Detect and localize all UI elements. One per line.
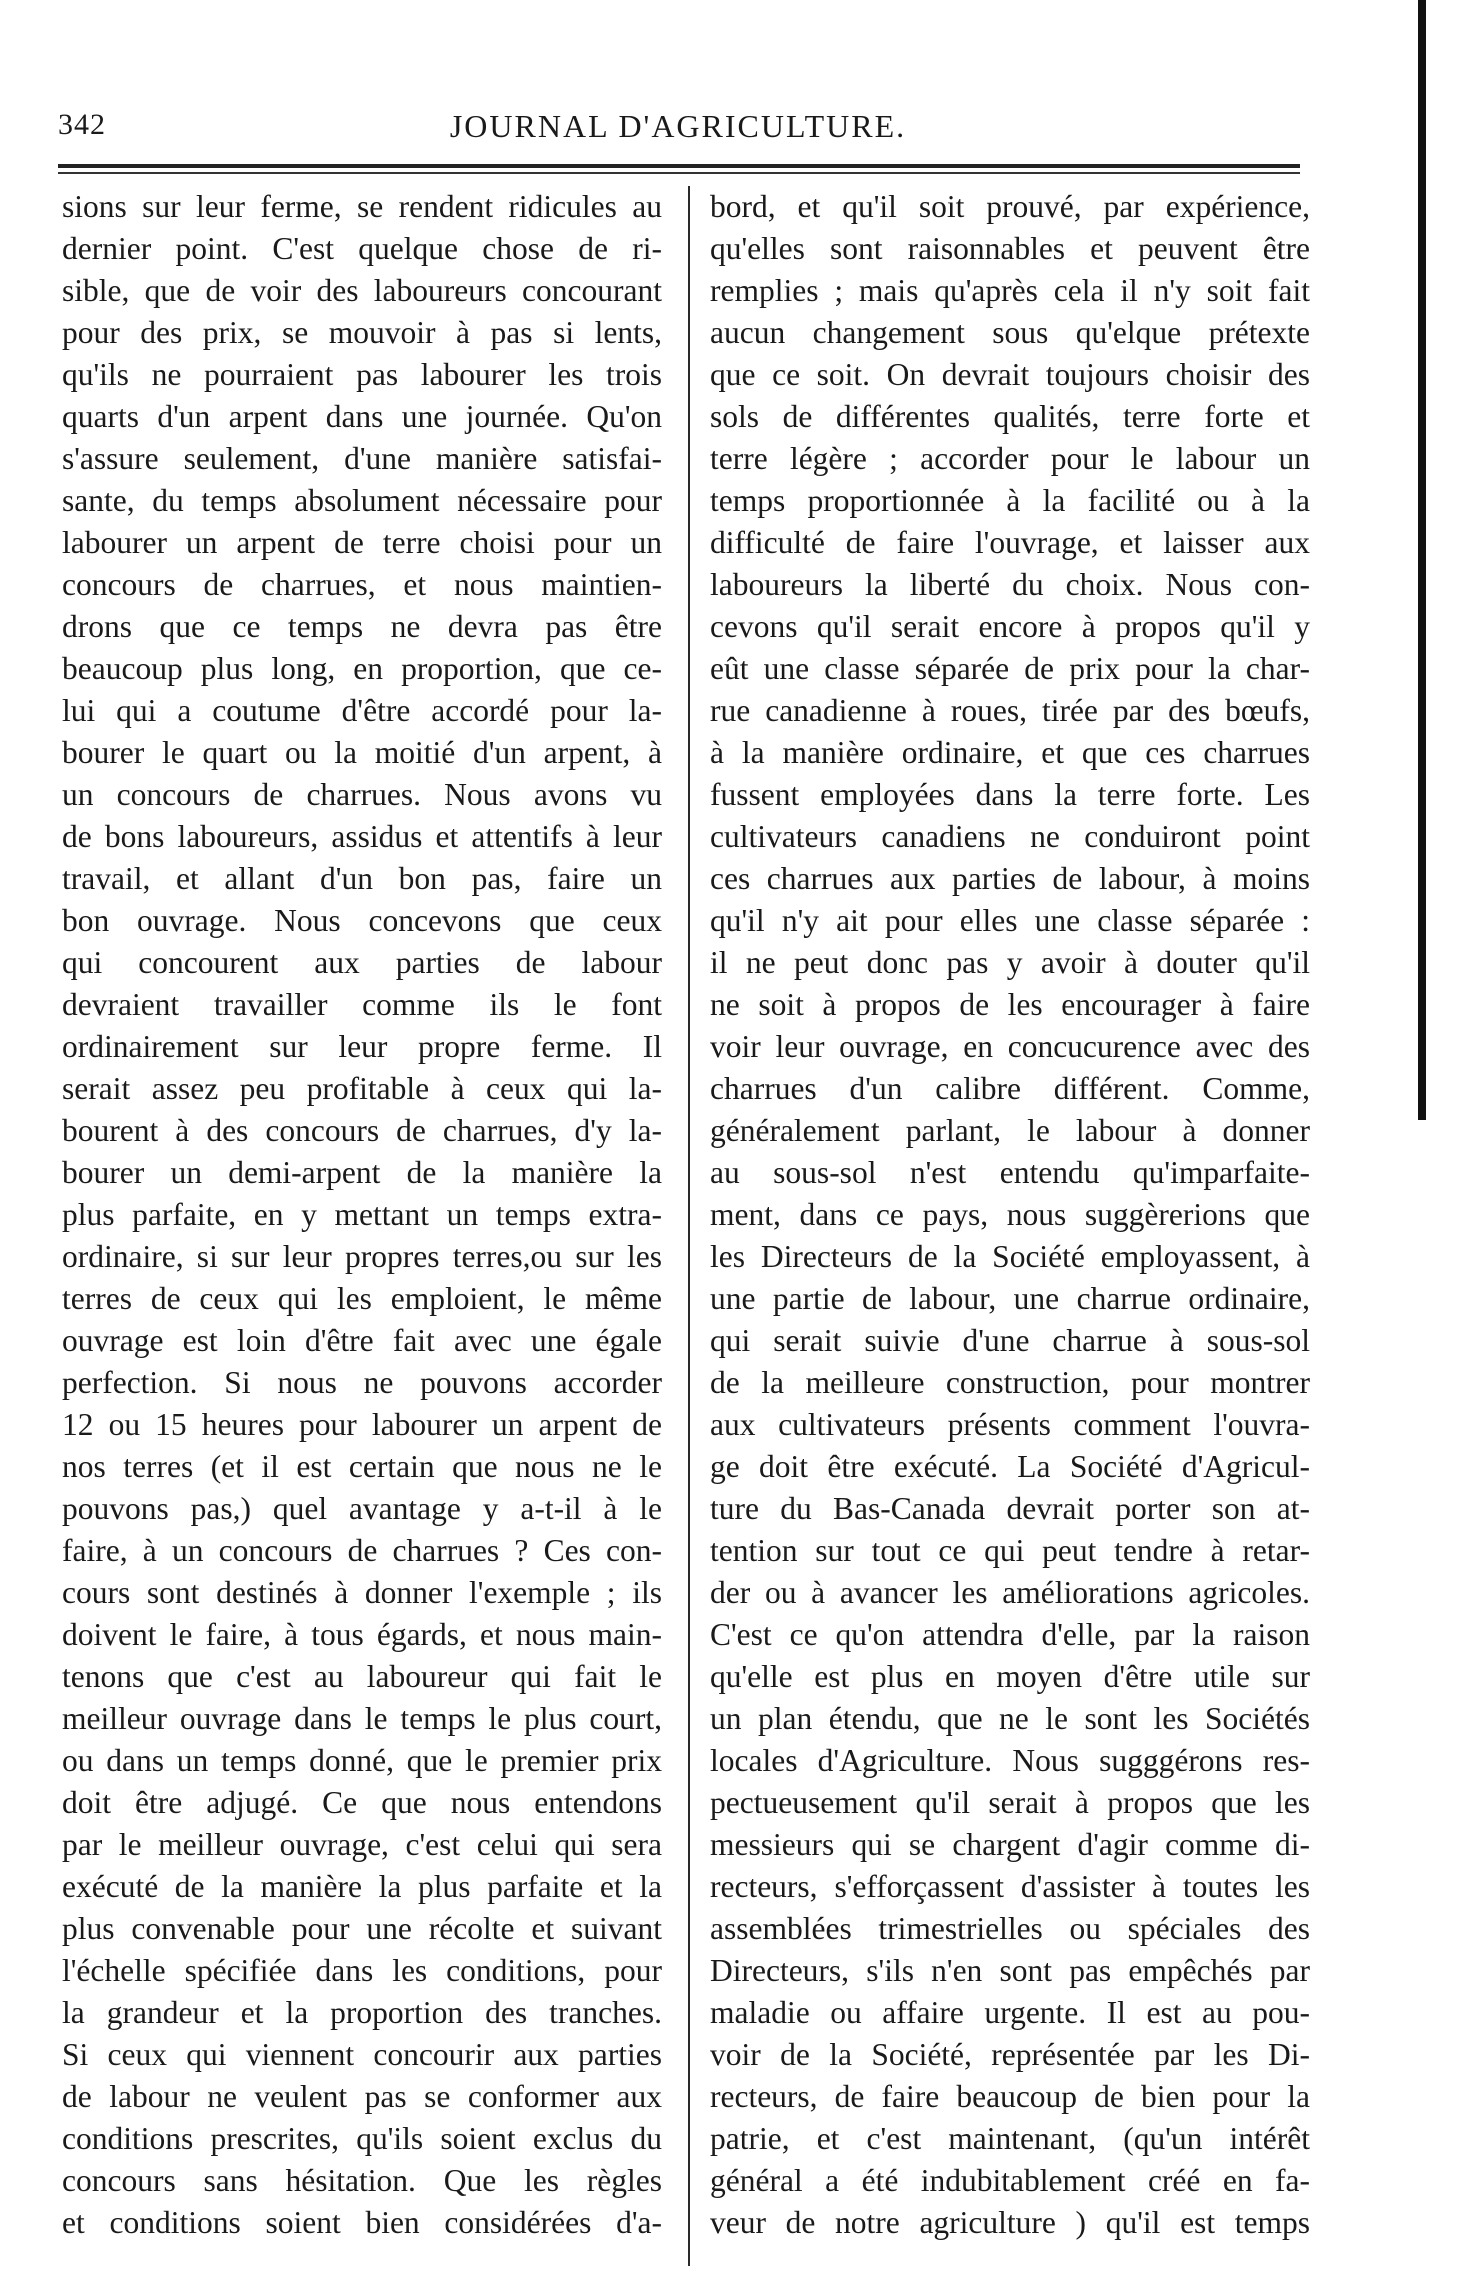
text-line: exécuté de la manière la plus parfaite et la bbox=[62, 1869, 662, 1904]
text-line: qui serait suivie d'une charrue à sous-sol bbox=[710, 1323, 1310, 1358]
text-line: ces charrues aux parties de labour, à moins bbox=[710, 861, 1310, 896]
text-line: devraient travailler comme ils le font bbox=[62, 987, 662, 1022]
text-line: rue canadienne à roues, tirée par des bœufs, bbox=[710, 693, 1310, 728]
text-line: bord, et qu'il soit prouvé, par expérience, bbox=[710, 189, 1310, 224]
text-line: bon ouvrage. Nous concevons que ceux bbox=[62, 903, 662, 938]
text-line: que ce soit. On devrait toujours choisir des bbox=[710, 357, 1310, 392]
text-line: fussent employées dans la terre forte. Les bbox=[710, 777, 1310, 812]
text-line: qu'elle est plus en moyen d'être utile sur bbox=[710, 1659, 1310, 1694]
text-line: sols de différentes qualités, terre forte et bbox=[710, 399, 1310, 434]
text-line: ou dans un temps donné, que le premier prix bbox=[62, 1743, 662, 1778]
text-line: serait assez peu profitable à ceux qui la- bbox=[62, 1071, 662, 1106]
text-line: à la manière ordinaire, et que ces charrues bbox=[710, 735, 1310, 770]
text-line: recteurs, de faire beaucoup de bien pour la bbox=[710, 2079, 1310, 2114]
text-line: cultivateurs canadiens ne conduiront point bbox=[710, 819, 1310, 854]
text-line: conditions prescrites, qu'ils soient exclus du bbox=[62, 2121, 662, 2156]
text-line: aux cultivateurs présents comment l'ouvra- bbox=[710, 1407, 1310, 1442]
text-line: pouvons pas,) quel avantage y a-t-il à le bbox=[62, 1491, 662, 1526]
running-title: JOURNAL D'AGRICULTURE. bbox=[449, 108, 907, 144]
text-line: ture du Bas-Canada devrait porter son at- bbox=[710, 1491, 1310, 1526]
text-line: eût une classe séparée de prix pour la char- bbox=[710, 651, 1310, 686]
text-line: une partie de labour, une charrue ordinaire, bbox=[710, 1281, 1310, 1316]
text-line: tention sur tout ce qui peut tendre à retar- bbox=[710, 1533, 1310, 1568]
text-line: 12 ou 15 heures pour labourer un arpent de bbox=[62, 1407, 662, 1442]
text-line: qu'il n'y ait pour elles une classe séparée : bbox=[710, 903, 1310, 938]
text-line: doivent le faire, à tous égards, et nous main- bbox=[62, 1617, 662, 1652]
text-line: de bons laboureurs, assidus et attentifs à leur bbox=[62, 819, 662, 854]
text-line: plus convenable pour une récolte et suivant bbox=[62, 1911, 662, 1946]
text-line: maladie ou affaire urgente. Il est au pou- bbox=[710, 1995, 1310, 2030]
page-header bbox=[58, 108, 1298, 148]
text-line: quarts d'un arpent dans une journée. Qu'on bbox=[62, 399, 662, 434]
text-line: ouvrage est loin d'être fait avec une égale bbox=[62, 1323, 662, 1358]
text-line: l'échelle spécifiée dans les conditions, pour bbox=[62, 1953, 662, 1988]
column-divider bbox=[688, 186, 690, 2266]
text-line: terres de ceux qui les emploient, le même bbox=[62, 1281, 662, 1316]
text-line: messieurs qui se chargent d'agir comme di- bbox=[710, 1827, 1310, 1862]
text-line: doit être adjugé. Ce que nous entendons bbox=[62, 1785, 662, 1820]
text-line: difficulté de faire l'ouvrage, et laisser aux bbox=[710, 525, 1310, 560]
text-line: la grandeur et la proportion des tranches. bbox=[62, 1995, 662, 2030]
text-line: Directeurs, s'ils n'en sont pas empêchés par bbox=[710, 1953, 1310, 1988]
text-line: patrie, et c'est maintenant, (qu'un intérêt bbox=[710, 2121, 1310, 2156]
text-line: meilleur ouvrage dans le temps le plus court, bbox=[62, 1701, 662, 1736]
text-line: cours sont destinés à donner l'exemple ; ils bbox=[62, 1575, 662, 1610]
text-line: cevons qu'il serait encore à propos qu'il y bbox=[710, 609, 1310, 644]
text-line: pectueusement qu'il serait à propos que les bbox=[710, 1785, 1310, 1820]
text-line: bourent à des concours de charrues, d'y la- bbox=[62, 1113, 662, 1148]
text-line: voir de la Société, représentée par les Di- bbox=[710, 2037, 1310, 2072]
text-line: assemblées trimestrielles ou spéciales des bbox=[710, 1911, 1310, 1946]
text-line: au sous-sol n'est entendu qu'imparfaite- bbox=[710, 1155, 1310, 1190]
text-line: aucun changement sous qu'elque prétexte bbox=[710, 315, 1310, 350]
text-line: sions sur leur ferme, se rendent ridicules au bbox=[62, 189, 662, 224]
text-line: bourer le quart ou la moitié d'un arpent, à bbox=[62, 735, 662, 770]
text-line: plus parfaite, en y mettant un temps extra- bbox=[62, 1197, 662, 1232]
text-line: qui concourent aux parties de labour bbox=[62, 945, 662, 980]
text-line: et conditions soient bien considérées d'a- bbox=[62, 2205, 662, 2240]
text-line: beaucoup plus long, en proportion, que ce- bbox=[62, 651, 662, 686]
text-line: il ne peut donc pas y avoir à douter qu'il bbox=[710, 945, 1310, 980]
text-line: locales d'Agriculture. Nous sugggérons res- bbox=[710, 1743, 1310, 1778]
text-line: un plan étendu, que ne le sont les Sociétés bbox=[710, 1701, 1310, 1736]
text-line: généralement parlant, le labour à donner bbox=[710, 1113, 1310, 1148]
text-line: voir leur ouvrage, en concucurence avec des bbox=[710, 1029, 1310, 1064]
text-line: général a été indubitablement créé en fa- bbox=[710, 2163, 1310, 2198]
text-line: remplies ; mais qu'après cela il n'y soit fait bbox=[710, 273, 1310, 308]
text-line: travail, et allant d'un bon pas, faire un bbox=[62, 861, 662, 896]
text-line: der ou à avancer les améliorations agricoles. bbox=[710, 1575, 1310, 1610]
text-line: bourer un demi-arpent de la manière la bbox=[62, 1155, 662, 1190]
text-line: Si ceux qui viennent concourir aux parties bbox=[62, 2037, 662, 2072]
text-line: ordinairement sur leur propre ferme. Il bbox=[62, 1029, 662, 1064]
text-line: ordinaire, si sur leur propres terres,ou sur les bbox=[62, 1239, 662, 1274]
text-line: nos terres (et il est certain que nous ne le bbox=[62, 1449, 662, 1484]
text-line: terre légère ; accorder pour le labour un bbox=[710, 441, 1310, 476]
text-line: tenons que c'est au laboureur qui fait le bbox=[62, 1659, 662, 1694]
right-text-column bbox=[710, 186, 1310, 2244]
scan-edge-shadow bbox=[1418, 0, 1426, 1120]
text-line: par le meilleur ouvrage, c'est celui qui sera bbox=[62, 1827, 662, 1862]
text-line: recteurs, s'efforçassent d'assister à toutes les bbox=[710, 1869, 1310, 1904]
text-line: qu'elles sont raisonnables et peuvent être bbox=[710, 231, 1310, 266]
text-line: de la meilleure construction, pour montrer bbox=[710, 1365, 1310, 1400]
text-line: ne soit à propos de les encourager à faire bbox=[710, 987, 1310, 1022]
text-line: ge doit être exécuté. La Société d'Agricul- bbox=[710, 1449, 1310, 1484]
text-line: labourer un arpent de terre choisi pour un bbox=[62, 525, 662, 560]
text-line: charrues d'un calibre différent. Comme, bbox=[710, 1071, 1310, 1106]
text-line: qu'ils ne pourraient pas labourer les trois bbox=[62, 357, 662, 392]
text-line: faire, à un concours de charrues ? Ces con- bbox=[62, 1533, 662, 1568]
text-line: s'assure seulement, d'une manière satisfai- bbox=[62, 441, 662, 476]
text-line: ment, dans ce pays, nous suggèrerions que bbox=[710, 1197, 1310, 1232]
text-line: laboureurs la liberté du choix. Nous con- bbox=[710, 567, 1310, 602]
page-number: 342 bbox=[58, 108, 106, 141]
header-rule-thin bbox=[58, 172, 1300, 174]
left-text-column bbox=[62, 186, 662, 2244]
text-line: sible, que de voir des laboureurs concourant bbox=[62, 273, 662, 308]
text-line: C'est ce qu'on attendra d'elle, par la raison bbox=[710, 1617, 1310, 1652]
text-line: sante, du temps absolument nécessaire pour bbox=[62, 483, 662, 518]
header-rule-thick bbox=[58, 164, 1300, 168]
text-line: un concours de charrues. Nous avons vu bbox=[62, 777, 662, 812]
text-line: lui qui a coutume d'être accordé pour la- bbox=[62, 693, 662, 728]
text-line: les Directeurs de la Société employassent, à bbox=[710, 1239, 1310, 1274]
text-line: pour des prix, se mouvoir à pas si lents, bbox=[62, 315, 662, 350]
text-line: temps proportionnée à la facilité ou à la bbox=[710, 483, 1310, 518]
text-line: de labour ne veulent pas se conformer aux bbox=[62, 2079, 662, 2114]
text-line: concours sans hésitation. Que les règles bbox=[62, 2163, 662, 2198]
text-line: concours de charrues, et nous maintien- bbox=[62, 567, 662, 602]
text-line: veur de notre agriculture ) qu'il est temps bbox=[710, 2205, 1310, 2240]
text-line: dernier point. C'est quelque chose de ri- bbox=[62, 231, 662, 266]
text-line: perfection. Si nous ne pouvons accorder bbox=[62, 1365, 662, 1400]
text-line: drons que ce temps ne devra pas être bbox=[62, 609, 662, 644]
